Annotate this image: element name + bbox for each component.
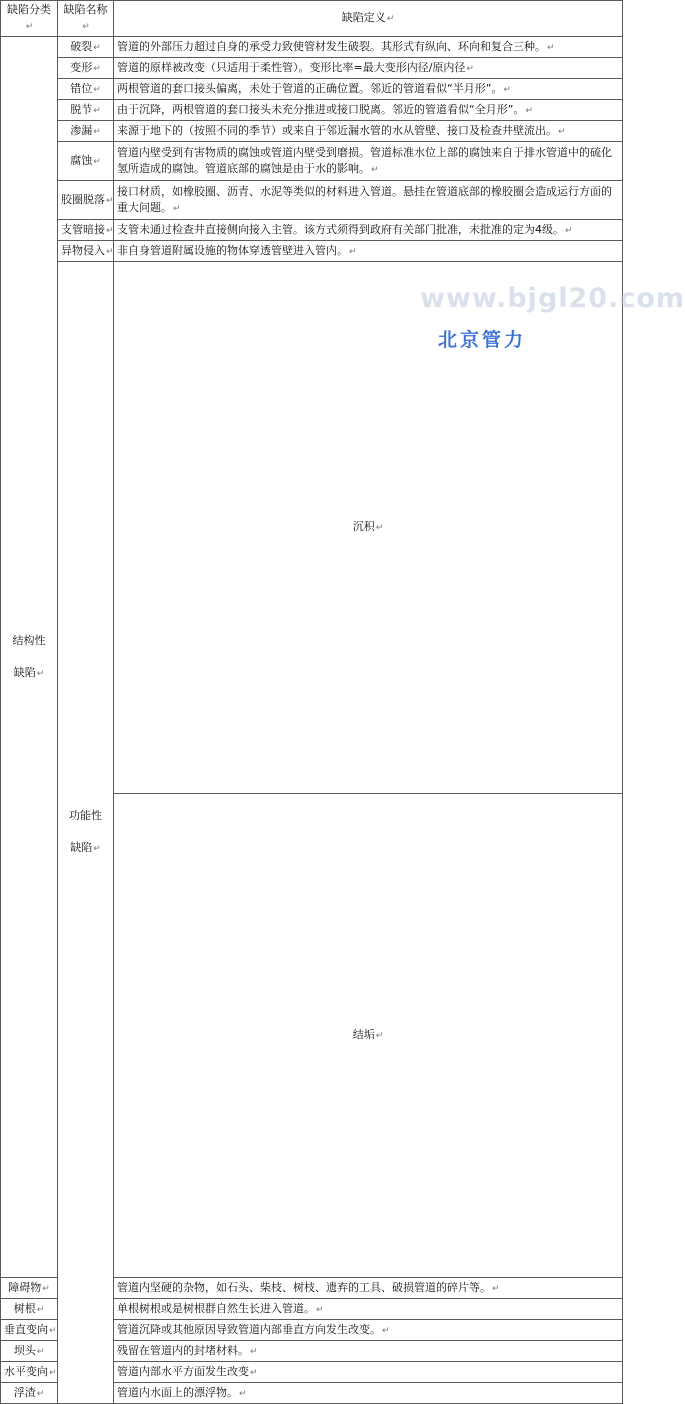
defect-name: 渗漏↵ [58, 121, 114, 142]
table-row [1, 100, 623, 121]
defect-name: 支管暗接↵ [58, 220, 114, 241]
defect-name: 浮渣↵ [1, 1383, 58, 1404]
defect-definition: 管道内部水平方面发生改变↵ [114, 1362, 623, 1383]
defect-name: 沉积↵ [114, 262, 623, 794]
defect-definition: 来源于地下的（按照不同的季节）或来自于邻近漏水管的水从管壁、接口及检查井壁流出。↵ [114, 121, 623, 142]
category-label-line1: 结构性 [12, 633, 46, 647]
header-name: 缺陷名称↵ [58, 1, 114, 37]
table-row [1, 121, 623, 142]
defect-definition: 支管未通过检查井直接侧向接入主管。该方式须得到政府有关部门批准，未批准的定为4级。↵ [114, 220, 623, 241]
defect-name: 错位↵ [58, 79, 114, 100]
defect-definition: 管道内水面上的漂浮物。↵ [114, 1383, 623, 1404]
defect-definition: 管道内坚硬的杂物，如石头、柴枝、树枝、遗弃的工具、破损管道的碎片等。↵ [114, 1278, 623, 1299]
defect-definition: 两根管道的套口接头偏离，未处于管道的正确位置。邻近的管道看似“半月形”。↵ [114, 79, 623, 100]
table-row [1, 220, 623, 241]
table-header-row [1, 1, 623, 37]
defect-definition: 非自身管道附属设施的物体穿透管壁进入管内。↵ [114, 241, 623, 262]
header-category: 缺陷分类↵ [1, 1, 58, 37]
watermark-url: www.bjgl20.com [420, 283, 685, 314]
table-row [1, 37, 623, 58]
category-functional: 功能性 缺陷↵ [58, 262, 114, 1404]
defect-name: 胶圈脱落↵ [58, 181, 114, 220]
defect-definition: 由于沉降，两根管道的套口接头未充分推进或接口脱离。邻近的管道看似“全月形”。↵ [114, 100, 623, 121]
table-row [1, 58, 623, 79]
defect-definition: 接口材质，如橡胶圈、沥青、水泥等类似的材料进入管道。悬挂在管道底部的橡胶圈会造成运行方面的重大问题。↵ [114, 181, 623, 220]
table-row [1, 262, 623, 794]
defect-name: 腐蚀↵ [58, 142, 114, 181]
defect-definition: 管道内壁受到有害物质的腐蚀或管道内壁受到磨损。管道标准水位上部的腐蚀来自于排水管道中的硫化氢所造成的腐蚀。管道底部的腐蚀是由于水的影响。↵ [114, 142, 623, 181]
defect-name: 脱节↵ [58, 100, 114, 121]
defect-name: 水平变向↵ [1, 1362, 58, 1383]
defect-name: 障碍物↵ [1, 1278, 58, 1299]
defect-definition: 单根树根或是树根群自然生长进入管道。↵ [114, 1299, 623, 1320]
category-label-line1: 功能性 [69, 809, 102, 822]
table-row [1, 241, 623, 262]
table-row [1, 181, 623, 220]
defect-definition: 残留在管道内的封堵材料。↵ [114, 1341, 623, 1362]
category-label-line2: 缺陷 [13, 665, 36, 679]
header-definition: 缺陷定义↵ [114, 1, 623, 37]
table-row [1, 79, 623, 100]
defect-name: 坝头↵ [1, 1341, 58, 1362]
defect-name: 异物侵入↵ [58, 241, 114, 262]
category-label-line2: 缺陷 [70, 841, 93, 854]
defect-name: 破裂↵ [58, 37, 114, 58]
watermark-brand-logo: 北京管力 [438, 329, 527, 351]
defect-definition: 管道沉降或其他原因导致管道内部垂直方向发生改变。↵ [114, 1320, 623, 1341]
defect-name: 树根↵ [1, 1299, 58, 1320]
defect-name: 结垢↵ [114, 794, 623, 1278]
defect-name: 变形↵ [58, 58, 114, 79]
defect-name: 垂直变向↵ [1, 1320, 58, 1341]
table-row [1, 142, 623, 181]
defect-definition: 管道的原样被改变（只适用于柔性管）。变形比率=最大变形内径/原内径↵ [114, 58, 623, 79]
category-structural: 结构性 缺陷↵ [1, 37, 58, 1278]
defect-definition: 管道的外部压力超过自身的承受力致使管材发生破裂。其形式有纵向、环向和复合三种。↵ [114, 37, 623, 58]
